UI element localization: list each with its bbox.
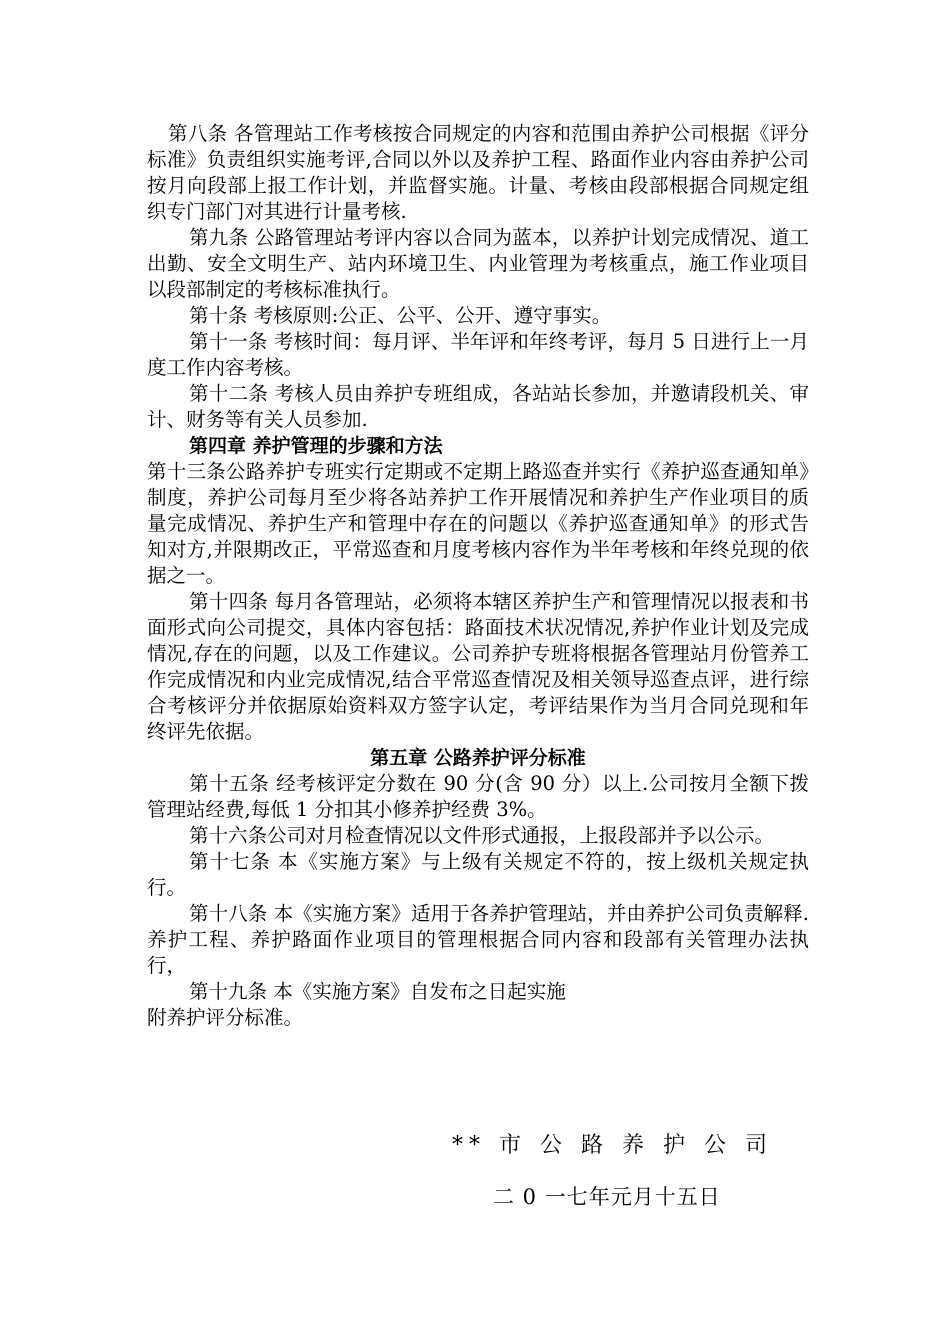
article-11: 第十一条 考核时间：每月评、半年评和年终考评，每月 5 日进行上一月度工作内容考核。 [147, 330, 809, 379]
signature-organization: ** 市 公 路 养 护 公 司 [452, 1133, 773, 1158]
article-13: 第十三条公路养护专班实行定期或不定期上路巡查并实行《养护巡查通知单》制度，养护公司每月至少将各站养护工作开展情况和养护生产作业项目的质量完成情况、养护生产和管理中存在的问题以《养护巡查通知单》的形式告知对方,并限期改正，平常巡查和月度考核内容作为半年考核和年终兑现的依据之一。 [147, 460, 809, 587]
article-18: 第十八条 本《实施方案》适用于各养护管理站，并由养护公司负责解释.养护工程、养护路面作业项目的管理根据合同内容和段部有关管理办法执行， [147, 902, 809, 977]
article-16: 第十六条公司对月检查情况以文件形式通报，上报段部并予以公示。 [189, 824, 775, 847]
signature-date: 二 0 一七年元月十五日 [493, 1185, 721, 1209]
article-8: 第八条 各管理站工作考核按合同规定的内容和范围由养护公司根据《评分标准》负责组织实施考评,合同以外以及养护工程、路面作业内容由养护公司按月向段部上报工作计划，并监督实施。计量、考核由段部根据合同规定组织专门部门对其进行计量考核. [147, 122, 809, 223]
chapter-5-heading: 第五章 公路养护评分标准 [370, 747, 586, 769]
document-body [147, 121, 809, 1031]
chapter-4-heading: 第四章 养护管理的步骤和方法 [189, 435, 443, 457]
article-14: 第十四条 每月各管理站，必须将本辖区养护生产和管理情况以报表和书面形式向公司提交，具体内容包括：路面技术状况情况,养护作业计划及完成情况,存在的问题，以及工作建议。公司养护专班将根据各管理站月份管养工作完成情况和内业完成情况,结合平常巡查情况及相关领导巡查点评，进行综合考核评分并依据原始资料双方签字认定，考评结果作为当月合同兑现和年终评先依据。 [147, 590, 809, 743]
article-15: 第十五条 经考核评定分数在 90 分(含 90 分）以上.公司按月全额下拨管理站经费,每低 1 分扣其小修养护经费 3%。 [147, 772, 809, 821]
article-9: 第九条 公路管理站考评内容以合同为蓝本，以养护计划完成情况、道工出勤、安全文明生产、站内环境卫生、内业管理为考核重点，施工作业项目以段部制定的考核标准执行。 [147, 226, 809, 301]
article-19: 第十九条 本《实施方案》自发布之日起实施 [189, 980, 566, 1003]
article-10: 第十条 考核原则:公正、公平、公开、遵守事实。 [189, 304, 612, 327]
attachment-note: 附养护评分标准。 [147, 1006, 304, 1029]
article-12: 第十二条 考核人员由养护专班组成，各站站长参加，并邀请段机关、审计、财务等有关人员参加. [147, 382, 809, 431]
article-17: 第十七条 本《实施方案》与上级有关规定不符的，按上级机关规定执行。 [147, 850, 809, 899]
